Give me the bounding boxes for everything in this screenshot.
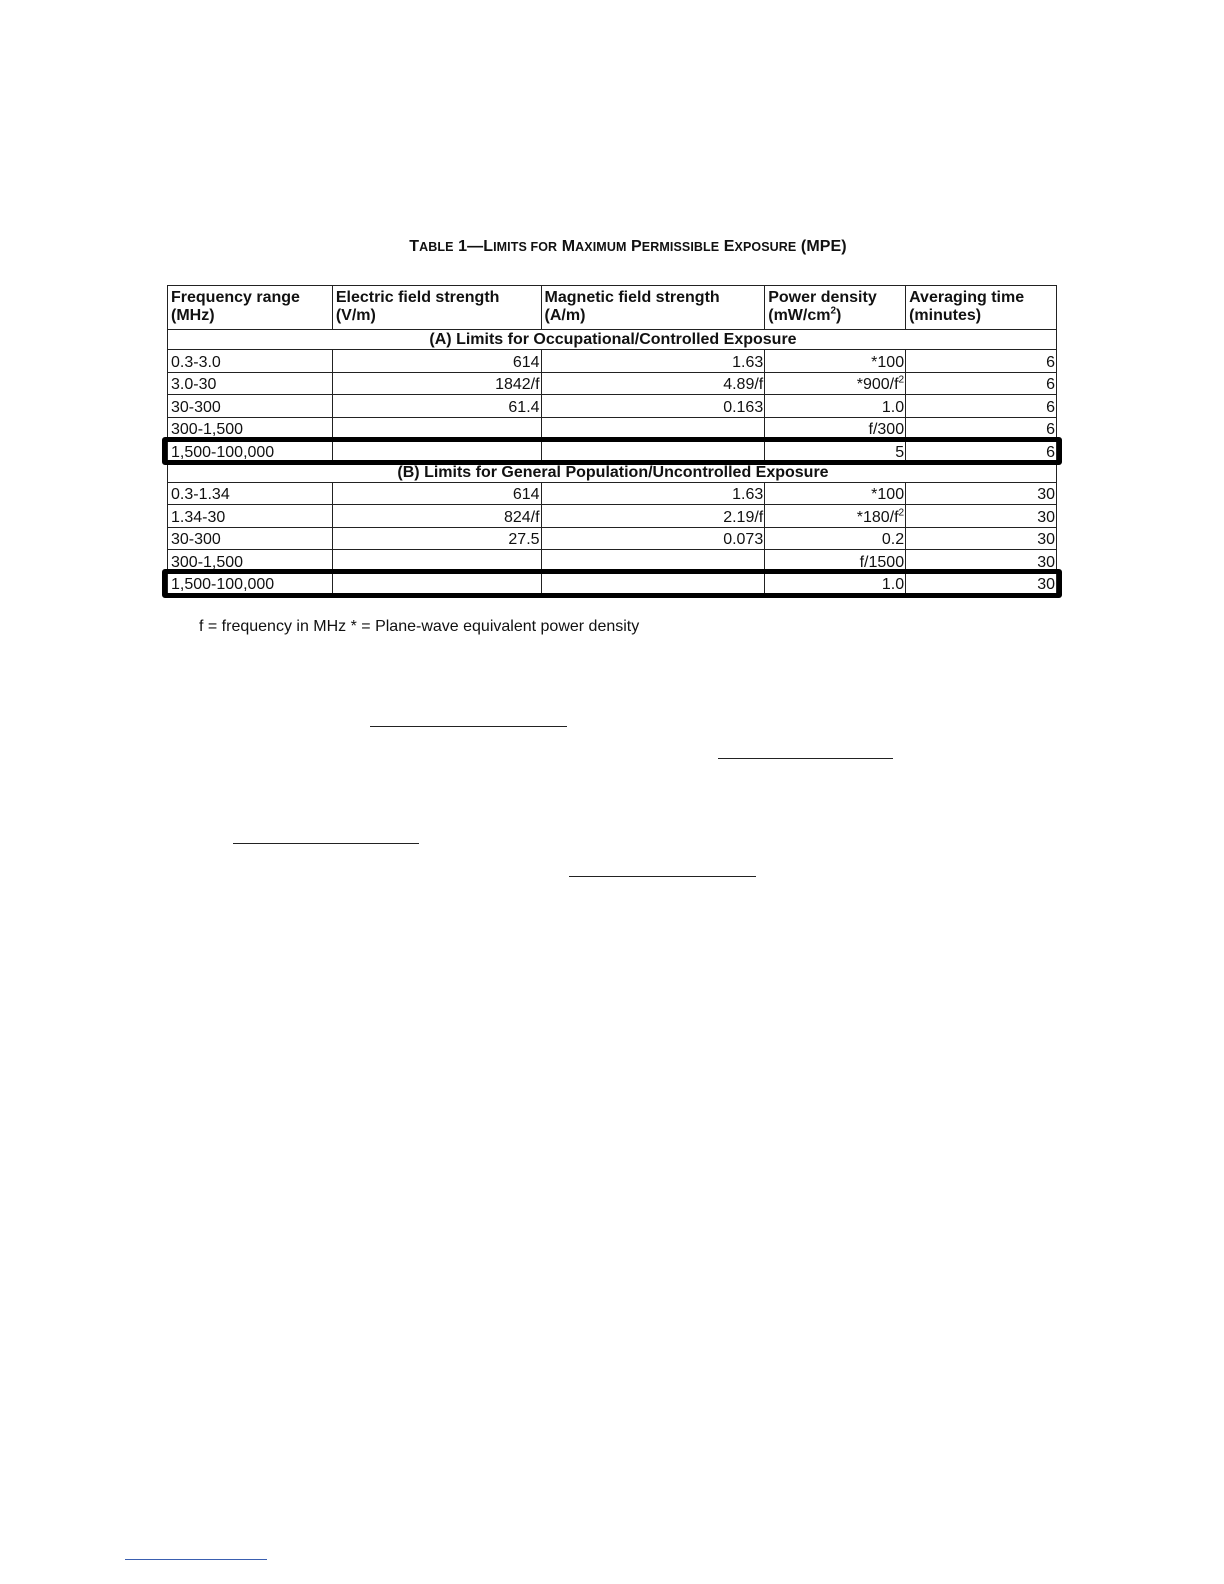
header-power-density: Power density $(mW/cm^2)$ [765,286,906,330]
blank-underline [718,758,893,759]
blank-underline [569,876,756,877]
cell-frequency: 1,500-100,000 [168,572,333,595]
caption-part: IMITS FOR [493,240,558,254]
cell-magnetic-field: 4.89/f [541,372,765,395]
cell-electric-field: 614 [332,482,541,505]
cell-averaging-time: 30 [906,550,1057,573]
section-heading-general-population: (B) Limits for General Population/Uncontrolled Exposure [168,462,1057,482]
cell-averaging-time: 30 [906,505,1057,528]
cell-power-density: f/300 [765,417,906,440]
table-caption [0,238,1224,256]
caption-part: E [719,238,735,255]
cell-magnetic-field: 1.63 [541,482,765,505]
header-averaging-time: Averaging time (minutes) [906,286,1057,330]
cell-power-density: $*180/f^2$ [765,505,906,528]
blank-underline [233,843,419,844]
footnote-separator-line [125,1559,267,1560]
cell-magnetic-field: 0.073 [541,527,765,550]
cell-power-density: 0.2 [765,527,906,550]
cell-frequency: 1,500-100,000 [168,440,333,463]
highlight-box-general [162,569,1062,598]
cell-electric-field: 614 [332,350,541,373]
table-row [168,395,1057,418]
section-heading-occupational: (A) Limits for Occupational/Controlled Exposure [168,330,1057,350]
caption-part: ERMISSIBLE [641,240,720,254]
blank-underline [370,726,567,727]
cell-magnetic-field: 0.163 [541,395,765,418]
cell-frequency: 1.34-30 [168,505,333,528]
table-row [168,505,1057,528]
caption-part: P [626,238,642,255]
cell-power-density: 1.0 [765,395,906,418]
cell-power-density: 1.0 [765,572,906,595]
caption-part: (MPE) [796,238,847,255]
table-footnote: f = frequency in MHz * = Plane-wave equivalent power density [199,618,640,635]
caption-part: T [409,238,420,255]
cell-frequency: 3.0-30 [168,372,333,395]
header-electric-field: Electric field strength (V/m) [332,286,541,330]
cell-power-density: f/1500 [765,550,906,573]
cell-averaging-time: 6 [906,395,1057,418]
cell-power-density: *100 [765,350,906,373]
cell-electric-field: 27.5 [332,527,541,550]
cell-averaging-time: 6 [906,440,1057,463]
cell-power-density: *100 [765,482,906,505]
cell-frequency: 300-1,500 [168,417,333,440]
caption-part: M [557,238,576,255]
header-magnetic-field: Magnetic field strength (A/m) [541,286,765,330]
cell-averaging-time: 6 [906,350,1057,373]
table-row [168,372,1057,395]
cell-averaging-time: 6 [906,372,1057,395]
header-frequency: Frequency range (MHz) [168,286,333,330]
table-row [168,350,1057,373]
cell-magnetic-field: 1.63 [541,350,765,373]
cell-frequency: 0.3-1.34 [168,482,333,505]
cell-electric-field: 824/f [332,505,541,528]
section-row-a [168,330,1057,350]
cell-averaging-time: 30 [906,527,1057,550]
caption-part: ABLE [419,240,454,254]
cell-electric-field: 1842/f [332,372,541,395]
table-row [168,482,1057,505]
cell-averaging-time: 30 [906,572,1057,595]
cell-power-density: $*900/f^2$ [765,372,906,395]
caption-part: 1—L [453,238,494,255]
table-row [168,527,1057,550]
section-row-b [168,462,1057,482]
header-row [168,286,1057,330]
cell-frequency: 0.3-3.0 [168,350,333,373]
cell-frequency: 30-300 [168,527,333,550]
caption-part: AXIMUM [575,240,627,254]
cell-magnetic-field: 2.19/f [541,505,765,528]
cell-frequency: 30-300 [168,395,333,418]
cell-electric-field: 61.4 [332,395,541,418]
cell-frequency: 300-1,500 [168,550,333,573]
cell-averaging-time: 6 [906,417,1057,440]
highlight-box-occupational [162,437,1062,466]
caption-part: XPOSURE [734,240,797,254]
cell-averaging-time: 30 [906,482,1057,505]
cell-power-density: 5 [765,440,906,463]
